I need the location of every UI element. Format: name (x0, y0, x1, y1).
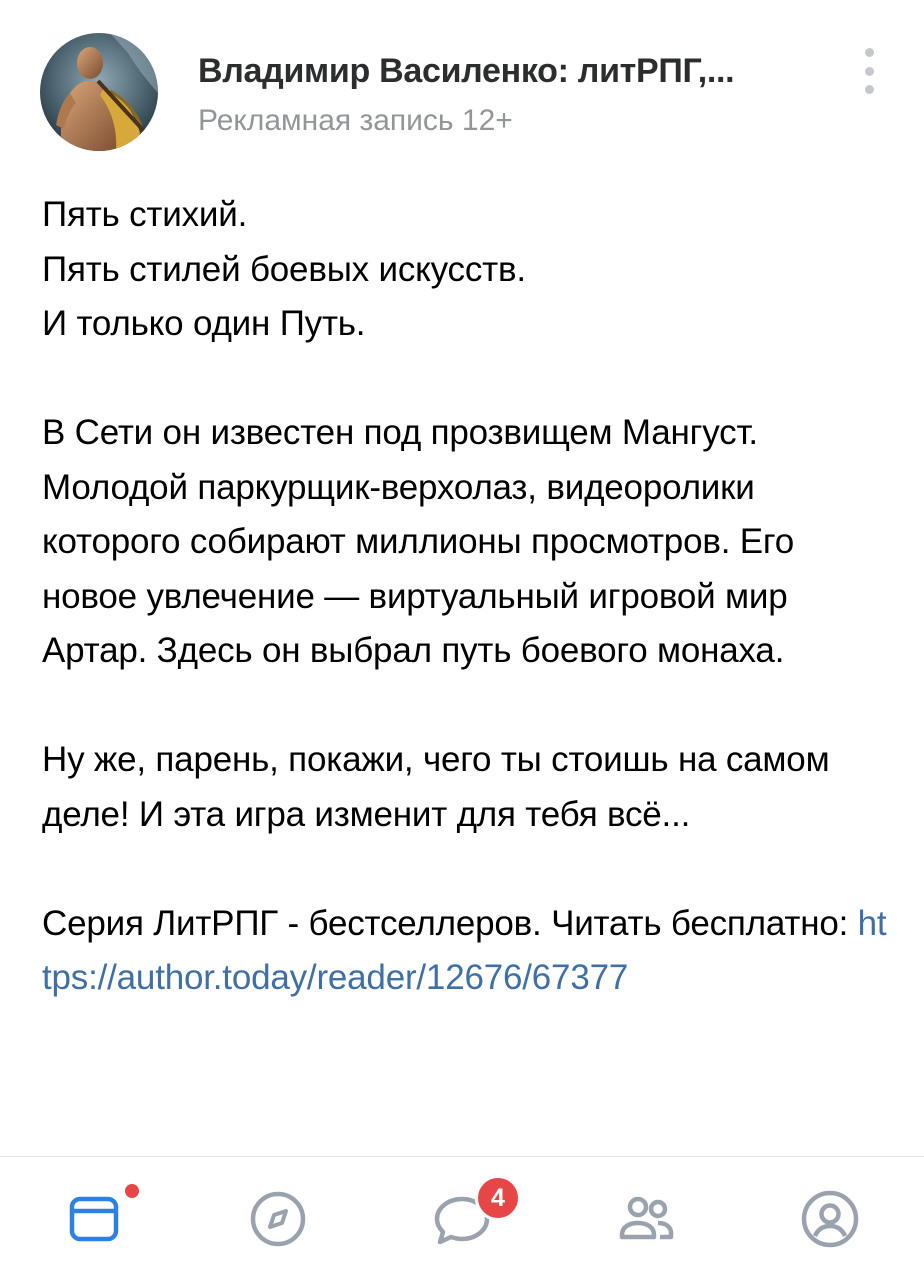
post-link[interactable]: https://author.today/reader/12676/67377 (42, 903, 887, 997)
more-dot-icon (865, 67, 874, 76)
profile-icon (800, 1189, 860, 1249)
post-paragraph: Ну же, парень, покажи, чего ты стоишь на самом деле! И эта игра изменит для тебя всё... (42, 740, 830, 834)
more-dot-icon (865, 48, 874, 57)
post-paragraph-text: Серия ЛитРПГ - бестселлеров. Читать бесплатно: (42, 903, 858, 943)
tab-profile[interactable] (770, 1157, 890, 1281)
author-avatar-image (40, 33, 158, 151)
feed-icon (64, 1189, 124, 1249)
post-subtitle: Рекламная запись 12+ (198, 104, 513, 137)
post-header (0, 0, 924, 170)
author-avatar[interactable] (40, 33, 158, 151)
unread-messages-badge: 4 (475, 1175, 521, 1221)
tab-messenger[interactable] (402, 1157, 522, 1281)
tab-feed[interactable] (34, 1157, 154, 1281)
post-paragraph (42, 897, 892, 1006)
post-paragraph: В Сети он известен под прозвищем Мангуст. Молодой паркурщик-верхолаз, видеоролики которого собирают миллионы просмотров. Его новое увлечение — виртуальный игровой мир Артар. Здесь он выбрал путь боевого монаха. (42, 413, 794, 670)
tab-discover[interactable] (218, 1157, 338, 1281)
friends-icon (616, 1189, 676, 1249)
post-text (42, 188, 892, 1156)
tab-friends[interactable] (586, 1157, 706, 1281)
author-name[interactable]: Владимир Василенко: литРПГ,... (198, 52, 735, 90)
bottom-tab-bar (0, 1156, 924, 1280)
more-dot-icon (865, 85, 874, 94)
post-paragraph: Пять стихий. Пять стилей боевых искусств. И только один Путь. (42, 195, 526, 343)
compass-icon (248, 1189, 308, 1249)
notification-dot (122, 1181, 142, 1201)
more-options-button[interactable] (852, 44, 886, 98)
